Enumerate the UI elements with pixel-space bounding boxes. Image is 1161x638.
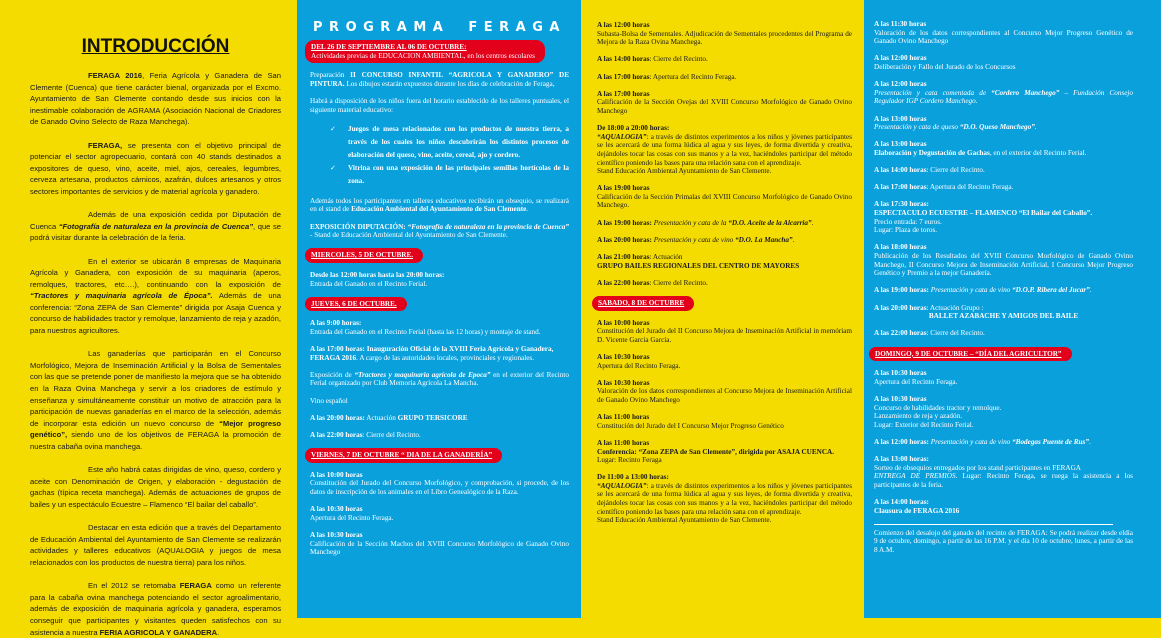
- schedule-item: [310, 223, 569, 240]
- intro-paragraph: [30, 70, 281, 128]
- text-segment: FERAGA,: [88, 140, 123, 150]
- schedule-item: [310, 371, 569, 388]
- introduction-body: [30, 70, 281, 638]
- schedule-item: [597, 219, 852, 228]
- program-column-3: [874, 20, 1133, 555]
- text-segment: DEL 26 DE SEPTIEMBRE AL 06 DE OCTUBRE:: [311, 43, 467, 51]
- text-segment: MIERCOLES, 5 DE OCTUBRE.: [311, 251, 414, 260]
- text-segment: BALLET AZABACHE Y AMIGOS DEL BAILE: [928, 312, 1079, 321]
- text-segment: A las 19:00 horas: [597, 184, 650, 193]
- text-segment: Lugar: Recinto Feraga: [597, 456, 662, 465]
- text-segment: Entrada del Ganado en el Recinto Ferial (hasta las 12 horas) y montaje de stand.: [310, 327, 541, 336]
- text-segment: Presentación y cata de vino: [930, 286, 1013, 295]
- text-segment: : Actuación: [649, 253, 683, 262]
- schedule-item: [310, 71, 569, 88]
- text-segment: A las 17:00 horas: [597, 72, 650, 81]
- text-segment: Comienzo del desalojo del ganado del recinto de FERAGA: Se podrá realizar desde eldía 9 de octubre, domingo, a partir de las 16 P.M. y el día 10 de octubre, lunes, a partir de las 8 A.M.: [874, 528, 1133, 555]
- text-segment: “D.O.P. Ribera del Jucar”: [1012, 286, 1090, 295]
- schedule-item: [874, 529, 1133, 555]
- text-segment: Concurso de habilidades tractor y remolque. Lanzamiento de reja y azadón. Lugar: Exterior del Recinto Ferial.: [874, 403, 1002, 429]
- schedule-item: [874, 20, 1133, 46]
- text-segment: se presenta con el objetivo principal de potenciar el sector agropecuario, contará con 40 stands destinados a expositores de queso, vino, aceite, miel, ajos, cereales, legumbres, cerveza artesana, productos cárnicos, azafrán, dulces artesanos y otros sectores importantes de servicios y de material agrícola y ganadero.: [30, 140, 281, 196]
- text-segment: Presentación y cata de queso: [874, 123, 960, 132]
- intro-paragraph: [30, 464, 281, 510]
- text-segment: : Apertura del Recinto Feraga.: [649, 72, 737, 81]
- text-segment: A las 9:00 horas:: [310, 319, 362, 328]
- text-segment: “Mejor progreso genético”,: [30, 418, 281, 440]
- text-segment: Educación Ambiental del Ayuntamiento de San Clemente: [351, 205, 527, 214]
- text-segment: A las 18:00 horas: [874, 243, 927, 252]
- day-header-badge: [592, 296, 694, 311]
- text-segment: A las 17:30 horas: ESPECTACULO ECUESTRE – FLAMENCO “El Bailar del Caballo”.: [874, 200, 1093, 218]
- day-header-badge: [869, 347, 1072, 362]
- text-segment: Exposición de: [310, 370, 355, 379]
- text-segment: Constitución del Jurado del Concurso Morfológico, y comprobación, si procede, de los datos de inscripción de los animales en el Libro Genealógico de la Raza.: [310, 479, 569, 496]
- program-panel-3: [864, 0, 1161, 618]
- day-header: [597, 296, 852, 319]
- text-segment: “AQUALOGIA”: [597, 132, 647, 141]
- text-segment: Calificación de la Sección Machos del XVIII Concurso Morfológico de Ganado Ovino Manchego: [310, 539, 569, 557]
- text-segment: Valoración de los datos correspondientes al Concurso Mejor Progreso Genético de Ganado Ovino Manchego: [874, 28, 1133, 46]
- schedule-item: [874, 80, 1133, 106]
- text-segment: Además todos los participantes en talleres educativos recibirán un obsequio, se realizará en el stand de: [310, 196, 569, 214]
- text-segment: A las 10:00 horas: [597, 318, 650, 327]
- schedule-item: [874, 115, 1133, 132]
- text-segment: A las 14:00 horas: [597, 55, 650, 64]
- text-segment: “D.O. Queso Manchego”: [959, 123, 1035, 132]
- text-segment: GRUPO TERSICORE: [397, 413, 468, 422]
- program-title: PROGRAMA FERAGA: [313, 20, 566, 35]
- schedule-item: [597, 184, 852, 210]
- schedule-item: [597, 473, 852, 525]
- text-segment: Deliberación y Fallo del Jurado de los Concursos: [874, 62, 1016, 71]
- text-segment: FERIA AGRICOLA Y GANADERA: [99, 627, 218, 637]
- schedule-item: [597, 236, 852, 245]
- day-header-badge: [305, 40, 545, 63]
- text-segment: En el 2012 se retomaba: [88, 581, 180, 591]
- text-segment: Vitrina con una exposición de las principales semillas hortícolas de la zona.: [348, 163, 569, 185]
- text-segment: siendo uno de los objetivos de FERAGA la promoción de nuestra cabaña ovina manchega.: [30, 430, 281, 451]
- text-segment: Entrada del Ganado en el Recinto Ferial.: [310, 279, 428, 288]
- text-segment: : Cierre del Recinto.: [649, 278, 708, 287]
- text-segment: DOMINGO, 9 DE OCTUBRE – “DÍA DEL AGRICULTOR”: [875, 349, 1062, 358]
- text-segment: Calificación de la Sección Ovejas del XVIII Concurso Morfológico de Ganado Ovino Manchego: [597, 98, 852, 115]
- text-segment: A las 20:00 horas:: [597, 235, 654, 244]
- text-segment: SABADO, 8 DE OCTUBRE: [598, 299, 685, 307]
- text-segment: . A cargo de las autoridades locales, provinciales y regionales.: [356, 353, 535, 362]
- text-segment: A las 20:00 horas:: [310, 413, 365, 422]
- schedule-item: [874, 369, 1133, 386]
- intro-paragraph: [30, 522, 281, 568]
- text-segment: Apertura del Recinto Feraga.: [310, 513, 394, 522]
- text-segment: : Cierre del Recinto.: [649, 55, 708, 64]
- text-segment: en el exterior del Recinto Ferial organizado por Club Memoria Agrícola La Mancha.: [310, 370, 569, 388]
- text-segment: : Actuación Grupo :: [926, 303, 984, 312]
- text-segment: Preparación: [310, 71, 351, 80]
- text-segment: A las 10:30 horas: [874, 369, 927, 378]
- text-segment: Además de una conferencia: “Zona ZEPA de San Clemente” dirigida por Asaja Cuenca y concurso de habilidades tractor y remolque, lanzamiento de reja y azadón, para nuestros agricultores.: [30, 291, 281, 336]
- schedule-item: [310, 505, 569, 522]
- text-segment: A las 19:00 horas:: [874, 286, 931, 295]
- text-segment: ENTREGA DE PREMIOS: [874, 472, 956, 481]
- text-segment: A las 10:30 horas: [597, 378, 650, 387]
- schedule-item: [874, 438, 1133, 447]
- text-segment: FERAGA 2016: [88, 71, 143, 80]
- text-segment: : Cierre del Recinto.: [926, 329, 985, 338]
- text-segment: Presentación y cata de la: [653, 218, 729, 227]
- text-segment: A las 20:00 horas: [874, 303, 927, 312]
- text-segment: “Fotografía de naturaleza en la provincia de Cuenca”: [58, 221, 254, 231]
- schedule-item: [597, 90, 852, 116]
- schedule-item: [310, 319, 569, 336]
- schedule-item: [597, 279, 852, 288]
- text-segment: Valoración de los datos correspondientes al Concurso Mejora de Inseminación Artificial de Ganado Ovino Manchego: [597, 387, 852, 404]
- text-segment: Desde las 12:00 horas hasta las 20:00 horas:: [310, 270, 445, 279]
- text-segment: “Tractores y maquinaria agrícola de Época”.: [30, 291, 213, 301]
- introduction-title: INTRODUCCIÓN: [81, 36, 230, 57]
- text-segment: II CONCURSO INFANTIL “AGRICOLA Y GANADERO” DE PINTURA.: [310, 71, 569, 88]
- text-segment: EXPOSICIÓN DIPUTACIÓN:: [310, 222, 408, 231]
- intro-paragraph: [30, 209, 281, 244]
- text-segment: A las 22:00 horas: [597, 278, 650, 287]
- text-segment: A las 21:00 horas: [597, 253, 650, 262]
- text-segment: “D.O. La Mancha”: [735, 235, 793, 244]
- day-header: [310, 248, 569, 271]
- text-segment: A las 13:00 horas: [874, 114, 927, 123]
- text-segment: A las 13:00 horas:: [874, 455, 929, 464]
- text-segment: .: [1089, 286, 1092, 295]
- text-segment: FERAGA: [179, 581, 212, 591]
- schedule-item: [874, 498, 1133, 515]
- program-panel-1: [297, 0, 581, 618]
- text-segment: .: [1034, 123, 1037, 132]
- schedule-item: [597, 73, 852, 82]
- text-segment: “Tractores y maquinaria agrícola de Epoca”: [354, 370, 491, 379]
- schedule-item: [874, 54, 1133, 71]
- text-segment: Los dibujos estarán expuestos durante los días de celebración de Feraga,: [344, 79, 555, 88]
- text-segment: : a través de distintos experimentos a los niños y jóvenes participantes se les acercará de una forma lúdica al agua y sus leyes, de forma divertida y creativa, dejándoles tocar las cosas con sus manos y a la vez, haciéndoles participar del método científico poniendo las bases para una relación sana con el aprendizaje. Stand Educación Ambiental Ayuntamiento de San Clemente.: [597, 481, 852, 525]
- schedule-item: [874, 395, 1133, 429]
- schedule-item: [597, 413, 852, 430]
- text-segment: VIERNES, 7 DE OCTUBRE “ DIA DE LA GANADERÍA”: [311, 451, 493, 460]
- text-segment: : a través de distintos experimentos a los niños y jóvenes participantes se les acercará de una forma lúdica al agua y sus leyes, de forma divertida y creativa, dejándoles tocar las cosas con sus manos y a la vez, haciéndoles participar del método científico poniendo las bases para una relación sana con el aprendizaje. Stand Educación Ambiental Ayuntamiento de San Clemente.: [597, 132, 852, 176]
- text-segment: , que se podrá visitar durante la celebración de la feria.: [30, 221, 281, 243]
- intro-paragraph: [30, 256, 281, 337]
- text-segment: “Cordero Manchego”: [991, 88, 1060, 97]
- text-segment: : Apertura del Recinto Feraga.: [926, 183, 1014, 192]
- schedule-item: [310, 471, 569, 497]
- text-segment: Apertura del Recinto Feraga.: [597, 361, 681, 370]
- day-header: [310, 448, 569, 471]
- intro-paragraph: [30, 580, 281, 638]
- text-segment: En el exterior se ubicarán 8 empresas de Maquinaria Agrícola y Ganadera, con exposición de su maquinaria (aperos, remolques, tractores, etc….), continuando con la exposición de: [30, 256, 281, 289]
- text-segment: A las 14:00 horas: Clausura de FERAGA 2016: [874, 498, 960, 515]
- schedule-item: [874, 329, 1133, 338]
- day-header-badge: [305, 448, 502, 463]
- text-segment: A las 19:00 horas:: [597, 218, 654, 227]
- text-segment: A las 10:30 horas: [597, 352, 650, 361]
- text-segment: A las 17:00 horas: Inauguración Oficial de la XVIII Feria Agrícola y Ganadera,: [310, 345, 554, 354]
- text-segment: .: [792, 235, 795, 244]
- day-header: [874, 347, 1133, 370]
- schedule-item: [874, 304, 1133, 321]
- schedule-item: [597, 379, 852, 405]
- schedule-item: [874, 183, 1133, 192]
- text-segment: : Cierre del Recinto.: [362, 431, 421, 439]
- schedule-item: [597, 353, 852, 370]
- text-segment: A las 17:00 horas: [597, 89, 650, 98]
- text-segment: .: [811, 218, 814, 227]
- text-segment: : Cierre del Recinto.: [926, 166, 985, 175]
- text-segment: GRUPO BAILES REGIONALES DEL CENTRO DE MAYORES: [597, 261, 800, 270]
- schedule-item: [874, 286, 1133, 295]
- schedule-item: [597, 253, 852, 270]
- text-segment: Juegos de mesa relacionados con los productos de nuestra tierra, a través de los cuales los niños descubrirán los distintos procesos de elaboración del queso, vino, aceite, cereal, ajo y cordero.: [348, 124, 569, 159]
- text-segment: A las 11:00 horas: [597, 413, 650, 422]
- text-segment: A las 22:00 horas: [310, 431, 363, 439]
- text-segment: Destacar en esta edición que a través del Departamento de Educación Ambiental del Ayuntamiento de San Clemente se realizarán actividades y talleres educativos (AQUALOGIA y juegos de mesa relacionados con los productos de nuestra tierra) para los niños.: [30, 523, 281, 567]
- schedule-item: [310, 197, 569, 214]
- text-segment: A las 10:30 horas: [874, 394, 927, 403]
- text-segment: A las 10:00 horas: [310, 470, 363, 479]
- day-header: [310, 40, 569, 71]
- checklist-item: [310, 123, 569, 162]
- schedule-item: [310, 345, 569, 362]
- text-segment: FERAGA 2016: [310, 353, 357, 362]
- text-segment: Subasta-Bolsa de Sementales. Adjudicación de Sementales procedentes del Programa de Mejora de la Raza Ovina Manchega.: [597, 29, 852, 47]
- schedule-item: [874, 200, 1133, 234]
- text-segment: .: [217, 627, 220, 637]
- text-segment: .: [526, 205, 529, 214]
- program-panel-2: [581, 0, 864, 618]
- text-segment: A las 22:00 horas: [874, 329, 927, 338]
- text-segment: Calificación de la Sección Primalas del XVIII Concurso Morfológico de Ganado Ovino Manchego.: [597, 192, 852, 210]
- text-segment: “D.O. Aceite de la Alcarria”: [728, 218, 812, 227]
- text-segment: Además de una exposición cedida por Diputación de Cuenca: [30, 210, 281, 231]
- text-segment: Precio entrada: 7 euros. Lugar: Plaza de toros.: [874, 217, 942, 235]
- text-segment: A las 12:00 horas: [874, 80, 927, 89]
- text-segment: Presentación y cata de vino: [653, 235, 736, 244]
- schedule-item: [597, 55, 852, 64]
- schedule-item: [874, 243, 1133, 277]
- text-segment: A las 11:30 horas: [874, 20, 927, 28]
- text-segment: A las 13:00 horas Elaboración y Degustación de Gachas: [874, 140, 990, 157]
- text-segment: A las 17:00 horas: [874, 183, 927, 192]
- text-segment: Vino español: [310, 396, 348, 405]
- checklist-item: [310, 162, 569, 188]
- schedule-item: [310, 397, 569, 406]
- text-segment: Presentación y cata de vino: [930, 437, 1013, 446]
- text-segment: A las 12:00 horas: [874, 54, 927, 63]
- intro-paragraph: [30, 140, 281, 198]
- text-segment: Las ganaderías que participarán en el Concurso Morfológico, Mejora de Inseminación Artificial y la Bolsa de Sementales con las que se pretende poner de manifiesto la mejora que se ha obtenido en la Raza Ovina Manchega y servir a los criadores de estímulo y enseñanza y simultáneamente constituir un motivo de atracción para la participación de nuevas ganaderías en el marco de la selección, además de incorporar esta edición un nuevo concurso de: [30, 349, 281, 428]
- text-segment: – Fundación Consejo Regulador IGP Cordero Manchego.: [874, 88, 1133, 106]
- text-segment: “Bodegas Puente de Rus”: [1012, 437, 1089, 446]
- text-segment: Sorteo de obsequios entregados por los stand participantes en FERAGA: [874, 463, 1082, 472]
- text-segment: Presentación y cata comentada de: [874, 88, 992, 97]
- intro-paragraph: [30, 348, 281, 452]
- text-segment: Apertura del Recinto Feraga.: [874, 377, 958, 386]
- text-segment: A las 12:00 horas:: [874, 437, 931, 446]
- text-segment: A las 12:00 horas: [597, 21, 650, 29]
- text-segment: . Lugar: Recinto Feraga, se ruega la asistencia a los participantes de la feria.: [874, 472, 1133, 489]
- text-segment: JUEVES, 6 DE OCTUBRE.: [311, 299, 397, 308]
- text-segment: Este año habrá catas dirigidas de vino, queso, cordero y aceite con Denominación de Origen, y elaboración - degustación de gachas (típica receta manchega). Además de actuaciones de grupos de bailes y un espectáculo Ecuestre – Flamenco “El bailar del caballo”.: [30, 465, 281, 509]
- text-segment: A las 14:00 horas: [874, 166, 927, 175]
- day-header: [310, 297, 569, 320]
- day-header-badge: [305, 248, 423, 263]
- text-segment: “AQUALOGIA”: [597, 481, 647, 490]
- text-segment: como un referente para la cabaña ovina manchega potenciando el sector agroalimentario, además de exposición de maquinaria agrícola y ganadera, esperamos conseguir que participantes y visitantes queden satisfechos con su asistencia a nuestra: [30, 581, 281, 637]
- schedule-item: [310, 531, 569, 557]
- schedule-item: [310, 97, 569, 114]
- text-segment: - Stand de Educación Ambiental del Ayuntamiento de San Clemente.: [310, 231, 508, 240]
- introduction-panel: [0, 0, 297, 637]
- schedule-item: [874, 166, 1133, 175]
- text-segment: De 11:00 a 13:00 horas:: [597, 473, 669, 482]
- schedule-item: [597, 124, 852, 176]
- schedule-item: [310, 414, 569, 423]
- text-segment: Habrá a disposición de los niños fuera del horario establecido de los talleres puntuales, el siguiente material educativo:: [310, 96, 569, 114]
- schedule-item: [874, 140, 1133, 157]
- text-segment: , Feria Agrícola y Ganadera de San Clemente (Cuenca) que tiene carácter bienal, organizada por el Excmo. Ayuntamiento de San Clemente contando desde sus inicios con la inestimable colaboración de AGRAMA (Asociación Nacional de Criadores de Ganado Ovino Selecto de Raza Manchega).: [30, 71, 281, 127]
- schedule-item: [597, 21, 852, 47]
- program-column-2: [597, 21, 852, 525]
- schedule-item: [597, 319, 852, 345]
- divider: [874, 524, 1113, 525]
- text-segment: Constitución del Jurado del II Concurso Mejora de Inseminación Artificial in memóriam D. Vicente García García.: [597, 327, 852, 344]
- text-segment: Actuación: [364, 413, 398, 422]
- schedule-item: [310, 431, 569, 440]
- text-segment: A las 11:00 horas Conferencia: “Zona ZEPA de San Clemente”, dirigida por ASAJA CUENCA.: [597, 438, 834, 456]
- schedule-item: [874, 455, 1133, 489]
- text-segment: , en el exterior del Recinto Ferial.: [989, 148, 1087, 157]
- text-segment: Constitución del Jurado del I Concurso Mejor Progreso Genético: [597, 421, 784, 430]
- text-segment: .: [1088, 437, 1091, 446]
- text-segment: Publicación de los Resultados del XVIII Concurso Morfológico de Ganado Ovino Manchego, II Concurso Mejora de Inseminación Artificial, I Concurso Mejor Progreso Genético y Premio a la mejor Ganadería.: [874, 252, 1133, 278]
- schedule-item: [310, 271, 569, 288]
- text-segment: A las 10:30 horas: [310, 505, 363, 514]
- day-header-badge: [305, 297, 407, 312]
- text-segment: “Fotografía de naturaleza en la provincia de Cuenca”: [407, 222, 569, 231]
- text-segment: A las 10:30 horas: [310, 530, 363, 539]
- program-column-1: [310, 40, 569, 557]
- text-segment: Actividades previas de EDUCACION AMBIENTAL, en los centros escolares: [311, 51, 535, 60]
- schedule-item: [597, 439, 852, 465]
- text-segment: De 18:00 a 20:00 horas:: [597, 124, 670, 133]
